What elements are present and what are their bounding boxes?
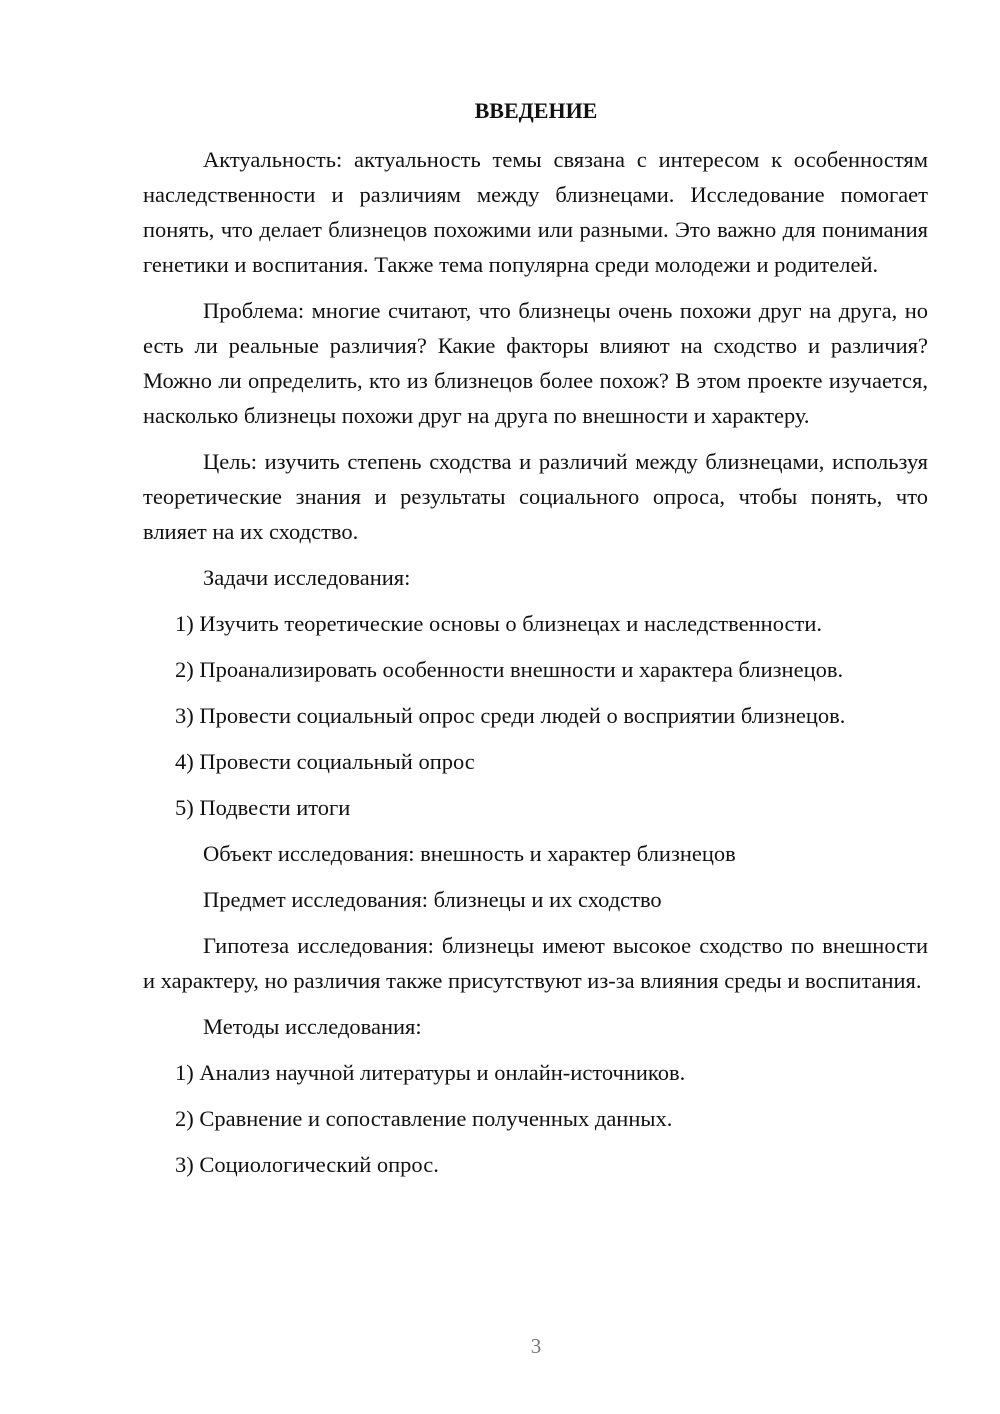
- paragraph-goal: Цель: изучить степень сходства и различий между близнецами, используя теоретические знания и результаты социального опроса, чтобы понять, что влияет на их сходство.: [143, 449, 928, 544]
- method-item: 1) Анализ научной литературы и онлайн-источников.: [175, 1060, 686, 1085]
- tasks-heading: Задачи исследования:: [203, 565, 411, 590]
- task-item: 1) Изучить теоретические основы о близнецах и наследственности.: [175, 611, 822, 636]
- paragraph-relevance: Актуальность: актуальность темы связана с интересом к особенностям наследственности и различиям между близнецами. Исследование помогает понять, что делает близнецов похожими или разными. Это важно для понимания генетики и воспитания. Также тема популярна среди молодежи и родителей.: [143, 147, 928, 277]
- task-item: 4) Провести социальный опрос: [175, 749, 475, 774]
- task-item: 2) Проанализировать особенности внешности и характера близнецов.: [175, 657, 844, 682]
- methods-heading: Методы исследования:: [203, 1014, 422, 1039]
- paragraph-problem: Проблема: многие считают, что близнецы очень похожи друг на друга, но есть ли реальные различия? Какие факторы влияют на сходство и различия? Можно ли определить, кто из близнецов более похож? В этом проекте изучается, насколько близнецы похожи друг на друга по внешности и характеру.: [143, 298, 928, 428]
- paragraph-object: Объект исследования: внешность и характер близнецов: [203, 841, 736, 866]
- paragraph-hypothesis: Гипотеза исследования: близнецы имеют высокое сходство по внешности и характеру, но различия также присутствуют из-за влияния среды и воспитания.: [143, 933, 928, 993]
- paragraph-subject: Предмет исследования: близнецы и их сходство: [203, 887, 662, 912]
- page-body: [143, 142, 928, 1193]
- task-item: 3) Провести социальный опрос среди людей о восприятии близнецов.: [175, 703, 846, 728]
- method-item: 2) Сравнение и сопоставление полученных данных.: [175, 1106, 673, 1131]
- page-number: 3: [530, 1334, 542, 1358]
- task-item: 5) Подвести итоги: [175, 795, 351, 820]
- method-item: 3) Социологический опрос.: [175, 1152, 439, 1177]
- page-title: ВВЕДЕНИЕ: [474, 98, 598, 123]
